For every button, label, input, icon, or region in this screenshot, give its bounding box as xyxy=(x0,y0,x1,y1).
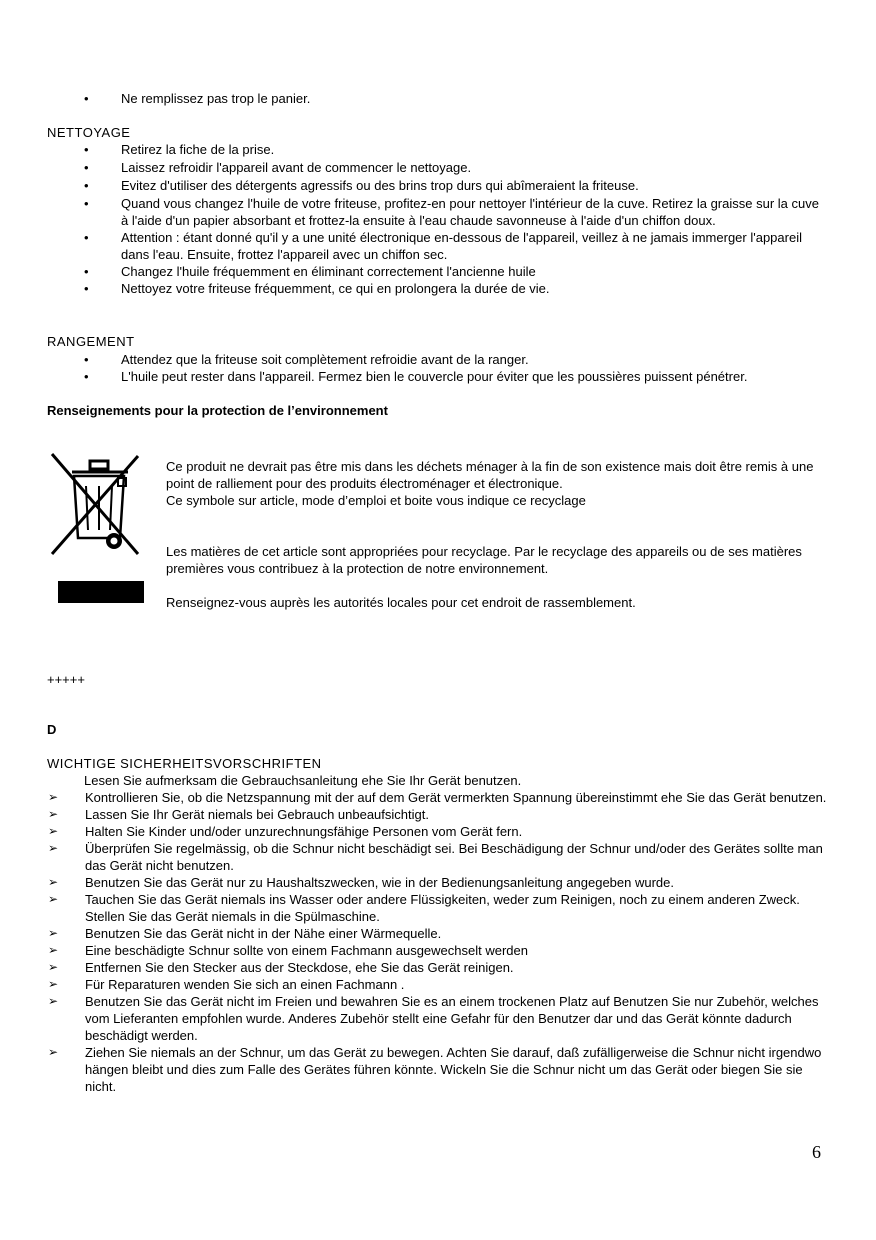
rangement-list xyxy=(47,351,827,385)
arrow-bullet-icon: ➢ xyxy=(48,841,59,855)
sicherheit-heading: WICHTIGE SICHERHEITSVORSCHRIFTEN xyxy=(47,756,322,771)
environment-text xyxy=(166,458,826,611)
arrow-bullet-icon: ➢ xyxy=(48,892,59,906)
sicherheit-intro: Lesen Sie aufmerksam die Gebrauchsanleitung ehe Sie Ihr Gerät benutzen. xyxy=(84,773,522,788)
list-item: • Ne remplissez pas trop le panier. xyxy=(84,91,311,106)
bullet-icon: • xyxy=(84,178,89,193)
sicherheit-list xyxy=(47,789,827,1095)
nettoyage-list xyxy=(47,141,827,297)
bullet-icon: • xyxy=(84,196,89,211)
bullet-icon: • xyxy=(84,91,89,106)
list-item: ➢ Überprüfen Sie regelmässig, ob die Schnur nicht beschädigt sei. Bei Beschädigung der Schnur und/oder des Gerätes sollte man das Gerät nicht benutzen. xyxy=(48,841,823,873)
arrow-bullet-icon: ➢ xyxy=(48,790,59,804)
section-letter: D xyxy=(47,722,57,737)
nettoyage-heading: NETTOYAGE xyxy=(47,125,131,140)
arrow-bullet-icon: ➢ xyxy=(48,926,59,940)
env-paragraph: Les matières de cet article sont appropriées pour recyclage. Par le recyclage des appareils ou de ses matières premières vous contribuez à la protection de notre environnement. xyxy=(166,544,802,576)
bullet-icon: • xyxy=(84,264,89,279)
list-item: • Attention : étant donné qu'il y a une unité électronique en-dessous de l'appareil, veillez à ne jamais immerger l'appareil dans l'eau. Ensuite, frottez l'appareil avec un chiffon sec. xyxy=(84,230,802,262)
list-item: ➢ Benutzen Sie das Gerät nicht im Freien und bewahren Sie es an einem trockenen Platz auf Benutzen Sie nur Zubehör, welches vom Lieferanten empfohlen wurde. Anderes Zubehör stellt eine Gefahr für den Benutzer dar und das Gerät könnte dadurch beschädigt werden. xyxy=(48,994,819,1043)
arrow-bullet-icon: ➢ xyxy=(48,977,59,991)
separator-text: +++++ xyxy=(47,672,85,687)
list-item: ➢ Tauchen Sie das Gerät niemals ins Wasser oder andere Flüssigkeiten, weder zum Reinigen, noch zu einem anderen Zweck. Stellen Sie das Gerät niemals in die Spülmaschine. xyxy=(48,892,800,924)
page-number: 6 xyxy=(812,1142,821,1162)
list-item: • Attendez que la friteuse soit complètement refroidie avant de la ranger. xyxy=(84,352,529,367)
arrow-bullet-icon: ➢ xyxy=(48,807,59,821)
bullet-icon: • xyxy=(84,369,89,384)
list-item: • Nettoyez votre friteuse fréquemment, ce qui en prolongera la durée de vie. xyxy=(84,281,550,296)
arrow-bullet-icon: ➢ xyxy=(48,824,59,838)
arrow-bullet-icon: ➢ xyxy=(48,960,59,974)
env-paragraph: Renseignez-vous auprès les autorités locales pour cet endroit de rassemblement. xyxy=(166,595,636,610)
env-paragraph: Ce produit ne devrait pas être mis dans les déchets ménager à la fin de son existence mais doit être remis à une point de ralliement pour des produits électroménager et électronique. xyxy=(166,459,814,491)
env-paragraph: Ce symbole sur article, mode d’emploi et boite vous indique ce recyclage xyxy=(166,493,586,508)
list-item: ➢ Entfernen Sie den Stecker aus der Steckdose, ehe Sie das Gerät reinigen. xyxy=(48,960,514,975)
arrow-bullet-icon: ➢ xyxy=(48,1045,59,1059)
bullet-icon: • xyxy=(84,142,89,157)
bullet-icon: • xyxy=(84,160,89,175)
environment-heading: Renseignements pour la protection de l’environnement xyxy=(47,403,388,418)
list-item: • Laissez refroidir l'appareil avant de commencer le nettoyage. xyxy=(84,160,472,175)
top-bullet-list xyxy=(47,90,827,107)
list-item: ➢ Für Reparaturen wenden Sie sich an einen Fachmann . xyxy=(48,977,405,992)
list-item: • Quand vous changez l'huile de votre friteuse, profitez-en pour nettoyer l'intérieur de la cuve. Retirez la graisse sur la cuve à l'aide d'un papier absorbant et frottez-la ensuite à l'eau chaude savonneuse à l'aide d'un chiffon doux. xyxy=(84,196,819,228)
bullet-icon: • xyxy=(84,352,89,367)
list-item: ➢ Halten Sie Kinder und/oder unzurechnungsfähige Personen vom Gerät fern. xyxy=(48,824,523,839)
list-item: • Evitez d'utiliser des détergents agressifs ou des brins trop durs qui abîmeraient la friteuse. xyxy=(84,178,639,193)
bullet-icon: • xyxy=(84,230,89,245)
list-item: ➢ Benutzen Sie das Gerät nicht in der Nähe einer Wärmequelle. xyxy=(48,926,442,941)
list-item: ➢ Eine beschädigte Schnur sollte von einem Fachmann ausgewechselt werden xyxy=(48,943,528,958)
list-item: • L'huile peut rester dans l'appareil. Fermez bien le couvercle pour éviter que les poussières puissent pénétrer. xyxy=(84,369,748,384)
list-item: • Retirez la fiche de la prise. xyxy=(84,142,275,157)
arrow-bullet-icon: ➢ xyxy=(48,994,59,1008)
rangement-heading: RANGEMENT xyxy=(47,334,135,349)
bullet-icon: • xyxy=(84,281,89,296)
list-item: ➢ Benutzen Sie das Gerät nur zu Haushaltszwecken, wie in der Bedienungsanleitung angegeben wurde. xyxy=(48,875,674,890)
list-item: ➢ Kontrollieren Sie, ob die Netzspannung mit der auf dem Gerät vermerkten Spannung übereinstimmt ehe Sie das Gerät benutzen. xyxy=(48,790,827,805)
crossed-out-wheelie-bin-icon xyxy=(48,450,144,606)
list-item: • Changez l'huile fréquemment en éliminant correctement l'ancienne huile xyxy=(84,264,536,279)
list-item: ➢ Ziehen Sie niemals an der Schnur, um das Gerät zu bewegen. Achten Sie darauf, daß zufälligerweise die Schnur nicht irgendwo hängen bleibt und dies zum Falle des Gerätes führen könnte. Wickeln Sie die Schnur nicht um das Gerät oder biegen Sie sie nicht. xyxy=(48,1045,822,1094)
list-item: ➢ Lassen Sie Ihr Gerät niemals bei Gebrauch unbeaufsichtigt. xyxy=(48,807,429,822)
arrow-bullet-icon: ➢ xyxy=(48,875,59,889)
arrow-bullet-icon: ➢ xyxy=(48,943,59,957)
